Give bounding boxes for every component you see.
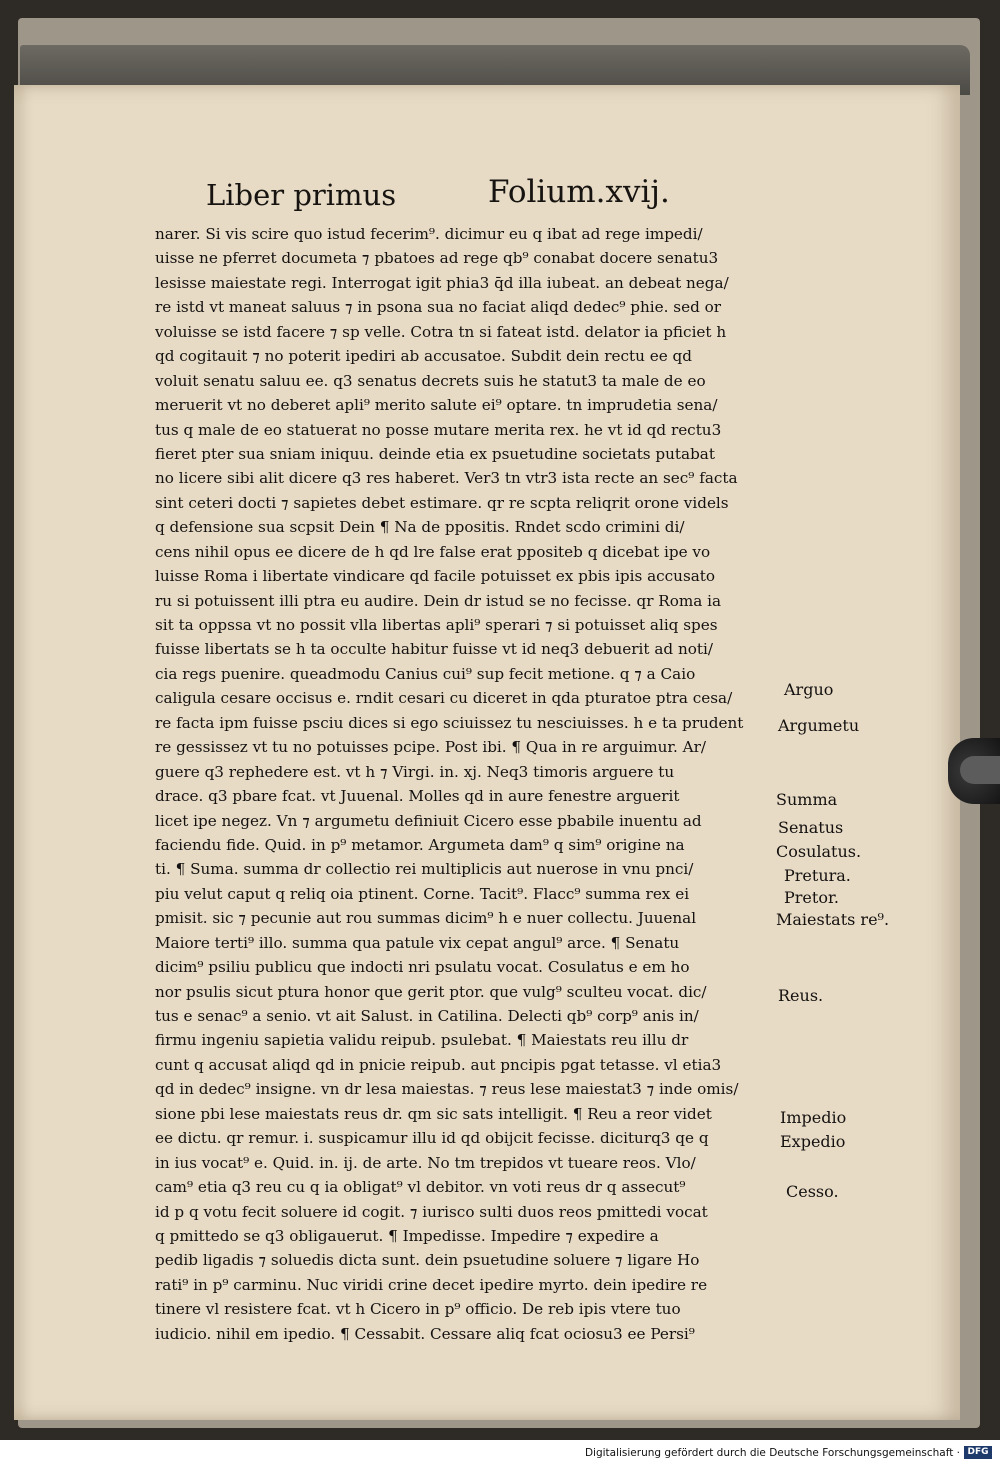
text-line: qd cogitauit ⁊ no poterit ipediri ab accusatoe. Subdit dein rectu ee qd: [155, 347, 692, 366]
text-line: fieret pter sua sniam iniquu. deinde etia ex psuetudine societats putabat: [155, 444, 715, 463]
text-line: nor psulis sicut ptura honor que gerit ptor. que vulg⁹ sculteu vocat. dic/: [155, 982, 707, 1001]
text-line: fuisse libertats se h ta occulte habitur fuisse vt id neq3 debuerit ad noti/: [155, 640, 713, 659]
text-line: q defensione sua scpsit Dein ¶ Na de ppositis. Rndet scdo crimini di/: [155, 518, 685, 537]
text-line: caligula cesare occisus e. rndit cesari cu diceret in qda pturatoe ptra cesa/: [155, 689, 733, 708]
margin-note: Cesso.: [786, 1182, 839, 1201]
text-line: sione pbi lese maiestats reus dr. qm sic sats intelligit. ¶ Reu a reor videt: [155, 1104, 712, 1123]
text-line: id p q votu fecit soluere id cogit. ⁊ iurisco sulti duos reos pmittedi vocat: [155, 1202, 708, 1221]
text-line: sint ceteri docti ⁊ sapietes debet estimare. qr re scpta reliqrit orone videls: [155, 493, 729, 512]
text-line: firmu ingeniu sapietia validu reipub. psulebat. ¶ Maiestats reu illu dr: [155, 1031, 689, 1050]
text-line: cam⁹ etia q3 reu cu q ia obligat⁹ vl debitor. vn voti reus dr q assecut⁹: [155, 1178, 686, 1197]
margin-note: Expedio: [780, 1132, 846, 1151]
text-line: sit ta oppssa vt no possit vlla libertas apli⁹ sperari ⁊ si potuisset aliq spes: [155, 616, 718, 634]
text-line: cia regs puenire. queadmodu Canius cui⁹ sup fecit metione. q ⁊ a Caio: [155, 664, 696, 683]
folio-number: Folium.xvij.: [488, 174, 670, 210]
margin-note: Pretor.: [784, 888, 839, 907]
text-line: in ius vocat⁹ e. Quid. in. ij. de arte. No tm trepidos vt tueare reos. Vlo/: [155, 1153, 696, 1172]
text-line: re istd vt maneat saluus ⁊ in psona sua no faciat aliqd dedec⁹ phie. sed or: [155, 298, 722, 317]
text-line: tinere vl resistere fcat. vt h Cicero in p⁹ officio. De reb ipis vtere tuo: [155, 1300, 681, 1319]
margin-note: Pretura.: [784, 866, 851, 885]
margin-note: Impedio: [780, 1108, 847, 1127]
text-line: meruerit vt no deberet apli⁹ merito salute ei⁹ optare. tn imprudetia sena/: [155, 396, 718, 415]
text-line: rati⁹ in p⁹ carminu. Nuc viridi crine decet ipedire myrto. dein ipedire re: [155, 1275, 708, 1294]
text-line: re facta ipm fuisse psciu dices si ego sciuissez tu nesciuisses. h e ta prudent: [155, 713, 744, 732]
margin-note: Senatus: [778, 818, 844, 837]
dfg-logo: DFG: [964, 1446, 992, 1459]
text-line: cunt q accusat aliqd qd in pnicie reipub. aut pncipis pgat tetasse. vl etia3: [155, 1055, 722, 1074]
text-line: tus q male de eo statuerat no posse mutare merita rex. he vt id qd rectu3: [155, 420, 722, 439]
margin-note: Arguo: [784, 680, 834, 699]
text-line: ru si potuissent illi ptra eu audire. Dein dr istud se no fecisse. qr Roma ia: [155, 591, 722, 610]
funding-credit: Digitalisierung gefördert durch die Deutsche Forschungsgemeinschaft ·: [584, 1447, 960, 1459]
text-line: voluisse se istd facere ⁊ sp velle. Cotra tn si fateat istd. delator ia pficiet h: [155, 322, 727, 341]
text-line: voluit senatu saluu ee. q3 senatus decrets suis he statut3 ta male de eo: [155, 371, 706, 390]
text-line: ee dictu. qr remur. i. suspicamur illu id qd obijcit fecisse. diciturq3 qe q: [155, 1129, 709, 1148]
margin-note: Maiestats re⁹.: [776, 910, 890, 929]
text-line: tus e senac⁹ a senio. vt ait Salust. in Catilina. Delecti qb⁹ corp⁹ anis in/: [155, 1007, 699, 1025]
text-line: re gessissez vt tu no potuisses pcipe. Post ibi. ¶ Qua in re arguimur. Ar/: [155, 738, 707, 757]
text-line: ti. ¶ Suma. summa dr collectio rei multiplicis aut nuerose in vnu pnci/: [155, 860, 694, 879]
running-header-left: Liber primus: [206, 178, 397, 212]
text-line: no licere sibi alit dicere q3 res haberet. Ver3 tn vtr3 ista recte an sec⁹ facta: [155, 469, 738, 488]
text-line: Maiore terti⁹ illo. summa qua patule vix cepat angul⁹ arce. ¶ Senatu: [155, 933, 680, 952]
text-line: guere q3 rephedere est. vt h ⁊ Virgi. in. xj. Neq3 timoris arguere tu: [155, 762, 675, 781]
text-line: iudicio. nihil em ipedio. ¶ Cessabit. Cessare aliq fcat ociosu3 ee Persi⁹: [155, 1324, 695, 1343]
text-line: pmisit. sic ⁊ pecunie aut rou summas dicim⁹ h e nuer collectu. Juuenal: [155, 909, 697, 928]
commentary-text: [155, 222, 780, 1346]
binding-clip: [948, 738, 1000, 804]
text-line: luisse Roma i libertate vindicare qd facile potuisset ex pbis ipis accusato: [155, 567, 716, 586]
margin-note: Cosulatus.: [776, 842, 862, 861]
text-line: q pmittedo se q3 obligauerut. ¶ Impedisse. Impedire ⁊ expedire a: [155, 1226, 659, 1245]
text-line: licet ipe negez. Vn ⁊ argumetu definiuit Cicero esse pbabile inuentu ad: [155, 811, 702, 830]
text-line: uisse ne pferret documeta ⁊ pbatoes ad rege qb⁹ conabat docere senatu3: [155, 249, 719, 268]
text-line: dicim⁹ psiliu publicu que indocti nri psulatu vocat. Cosulatus e em ho: [155, 958, 690, 977]
text-line: pedib ligadis ⁊ soluedis dicta sunt. dein psuetudine soluere ⁊ ligare Ho: [155, 1251, 700, 1270]
text-line: lesisse maiestate regi. Interrogat igit phia3 q̄d illa iubeat. an debeat nega/: [155, 273, 729, 292]
margin-note: Argumetu: [778, 716, 860, 735]
text-line: faciendu fide. Quid. in p⁹ metamor. Argumeta dam⁹ q sim⁹ origine na: [155, 835, 685, 854]
margin-note: Summa: [776, 790, 838, 809]
text-line: narer. Si vis scire quo istud fecerim⁹. dicimur eu q ibat ad rege impedi/: [155, 225, 703, 243]
margin-note: Reus.: [778, 986, 824, 1005]
text-line: qd in dedec⁹ insigne. vn dr lesa maiestas. ⁊ reus lese maiestat3 ⁊ inde omis/: [155, 1080, 739, 1099]
text-line: cens nihil opus ee dicere de h qd lre false erat ppositeb q dicebat ipe vo: [155, 542, 711, 561]
text-line: piu velut caput q reliq oia ptinent. Corne. Tacit⁹. Flacc⁹ summa rex ei: [155, 884, 690, 903]
text-line: drace. q3 pbare fcat. vt Juuenal. Molles qd in aure fenestre arguerit: [155, 787, 680, 806]
